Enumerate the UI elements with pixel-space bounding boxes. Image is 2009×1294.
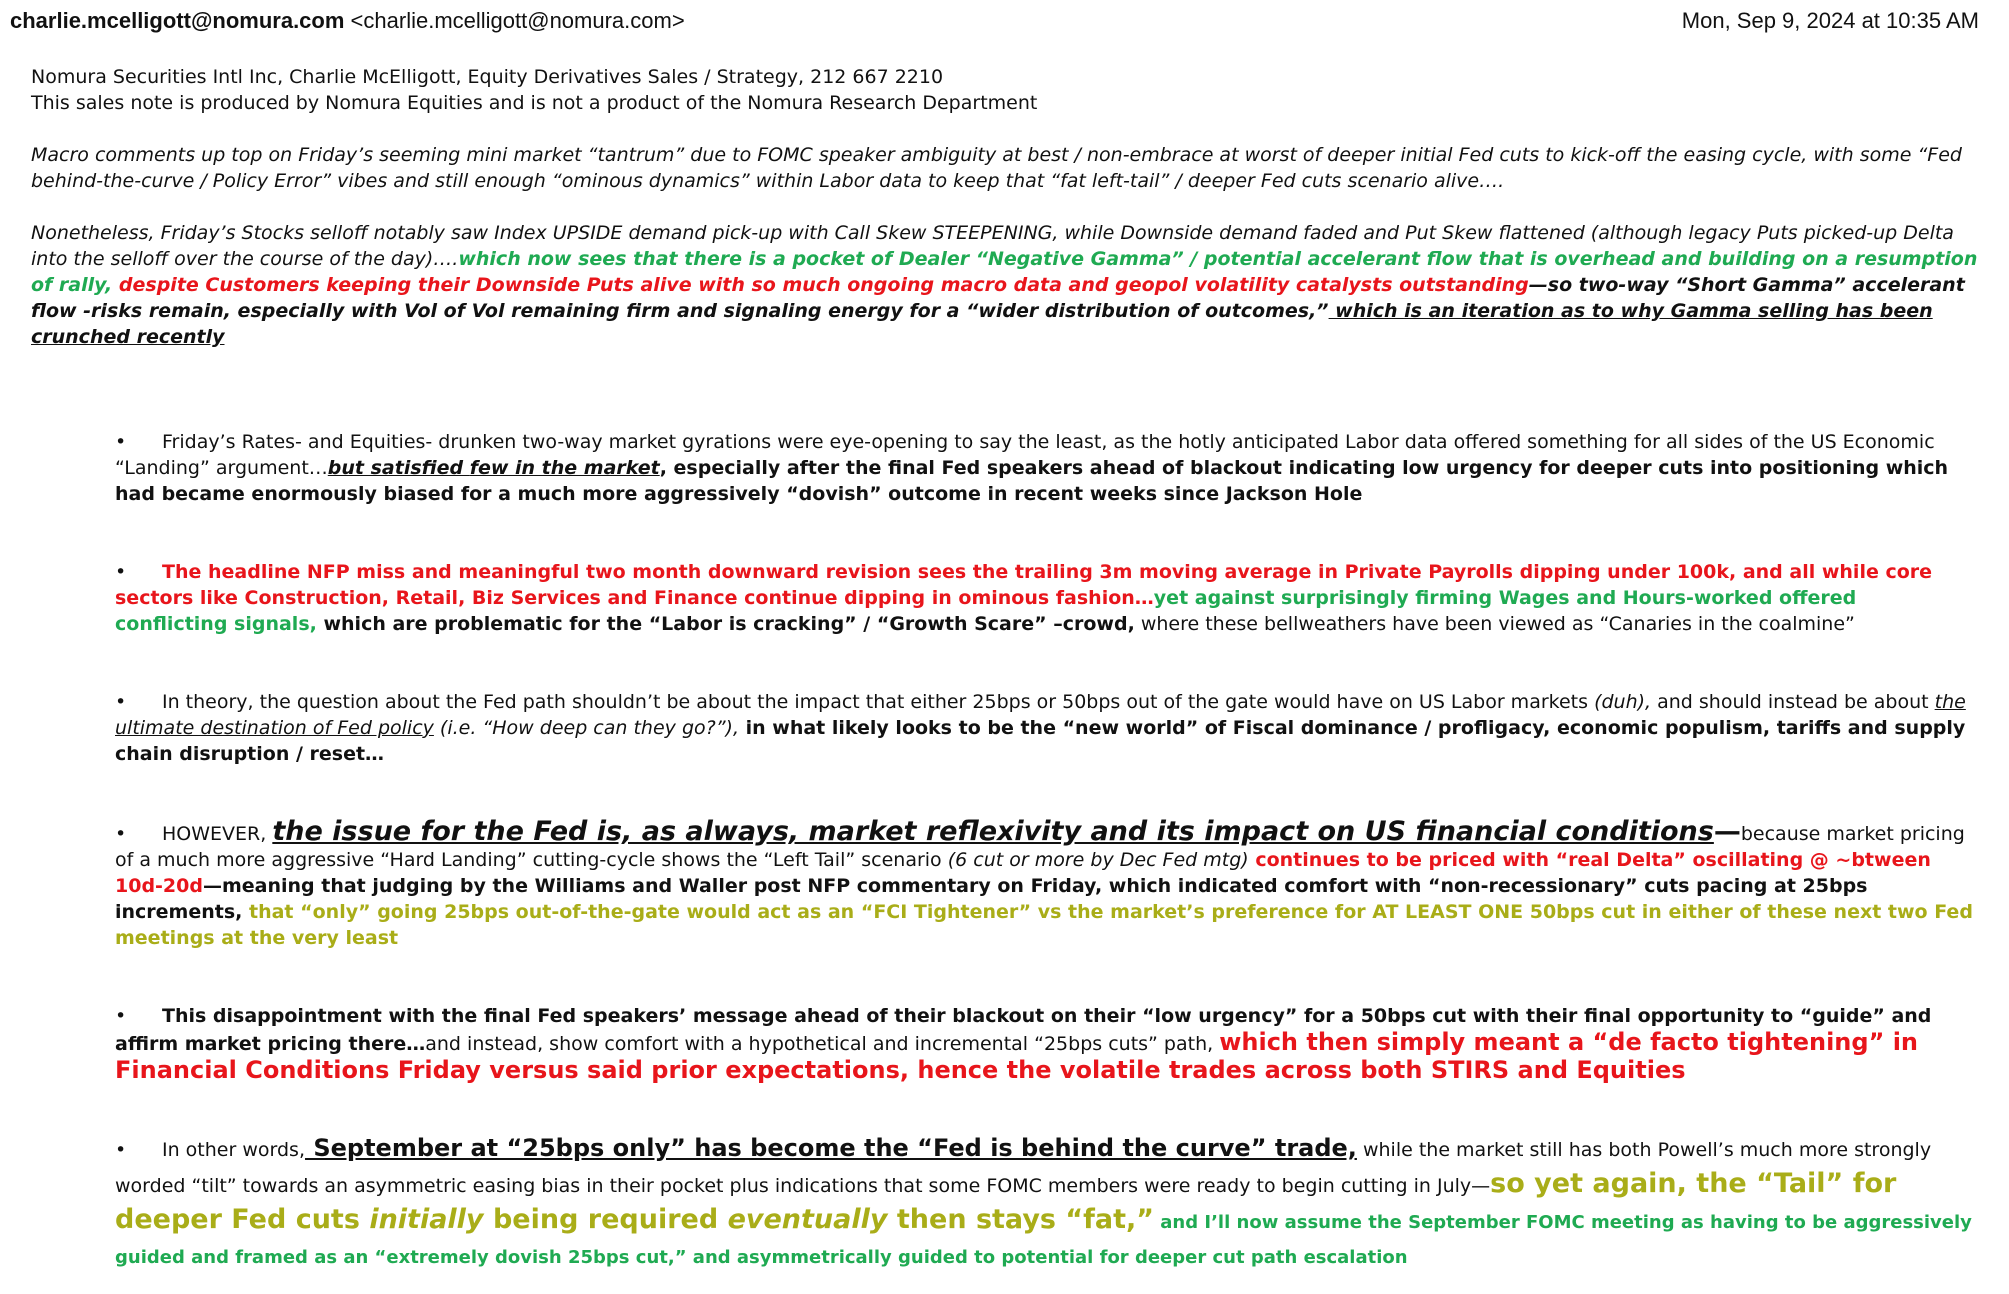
b2-c: which are problematic for the “Labor is cracking” / “Growth Scare” –crowd, <box>316 613 1135 635</box>
nonetheless-paragraph <box>31 220 1981 350</box>
p3-part-c: despite Customers keeping their Downside Puts alive with so much ongoing macro data and geopol volatility catalysts outstanding <box>118 274 1529 296</box>
p3-part-b: which now sees that there is a pocket of Dealer “Negative Gamma” / potential accelerant flow that is overhead and building on a resumption of rally, <box>31 248 1978 296</box>
b4-c: — <box>1713 816 1741 847</box>
b2-d: where these bellweathers have been viewed as “Canaries in the coalmine” <box>1134 613 1855 635</box>
bullet-marker: • <box>115 1139 127 1161</box>
b3-a: In theory, the question about the Fed path shouldn’t be about the impact that either 25bps or 50bps out of the gate would have on US Labor markets <box>162 691 1595 713</box>
b2-a: The headline NFP miss and meaningful two month downward revision sees the trailing 3m moving average in Private Payrolls dipping under 100k, and all while core sectors like Construction, Retail, Biz Services and Finance continue dipping in ominous fashion… <box>115 561 1933 609</box>
bullet-4 <box>115 816 1975 951</box>
p3-part-d: —so two-way “Short Gamma” accelerant flow -risks remain, especially with Vol of Vol remaining firm and signaling energy for a “wider distribution of outcomes,” <box>31 274 1965 322</box>
b6-b: September at “25bps only” has become the “Fed is behind the curve” trade, <box>304 1134 1357 1162</box>
b5-c: which then simply meant a “de facto tightening” in Financial Conditions Friday versus said prior expectations, hence the volatile trades across both STIRS and Equities <box>115 1028 1919 1084</box>
b5-b: and instead, show comfort with a hypothetical and incremental “25bps cuts” path, <box>425 1033 1220 1055</box>
b6-i: and I’ll now assume the September FOMC meeting as having to be aggressively guided and framed as an “extremely dovish 25bps cut,” and asymmetrically guided to potential for deeper cut path escalation <box>115 1212 1972 1268</box>
b6-f: being required <box>483 1204 728 1235</box>
bullet-2 <box>115 559 1975 637</box>
bullet-1 <box>115 429 1975 507</box>
b1-b: but satisfied <box>327 457 470 479</box>
macro-comment: Macro comments up top on Friday’s seeming mini market “tantrum” due to FOMC speaker ambiguity at best / non-embrace at worst of deeper initial Fed cuts to kick-off the easing cycle, with some “Fed behind-the-curve / Policy Error” vibes and still enough “ominous dynamics” within Labor data to keep that “fat left-tail” / deeper Fed cuts scenario alive…. <box>31 144 1962 192</box>
b5-a: This disappointment with the final Fed speakers’ message ahead of their blackout on their “low urgency” for a 50bps cut with their final opportunity to “guide” and affirm market pricing there… <box>115 1005 1932 1055</box>
b6-d: so yet again, the “Tail” for deeper Fed cuts <box>115 1168 1897 1235</box>
b2-b: yet against surprisingly firming Wages and Hours-worked offered conflicting signals, <box>115 587 1857 635</box>
b1-c: few in the market <box>469 457 660 479</box>
b4-f: continues to be priced with “real Delta” oscillating @ ~btween 10d-20d <box>115 849 1931 897</box>
b4-a: HOWEVER, <box>162 823 273 845</box>
b1-a: Friday’s Rates- and Equities- drunken two-way market gyrations were eye-opening to say the least, as the hotly anticipated Labor data offered something for all sides of the US Economic “Landing” argument… <box>115 431 1935 479</box>
b4-g: —meaning that judging by the Williams and Waller post NFP commentary on Friday, which indicated comfort with “non-recessionary” cuts pacing at 25bps increments, <box>115 875 1868 923</box>
bullet-marker: • <box>115 561 127 583</box>
b6-e: initially <box>369 1204 484 1235</box>
b4-e: (6 cut or more by Dec Fed mtg) <box>947 849 1249 871</box>
b3-f: in what likely looks to be the “new world” of Fiscal dominance / profligacy, economic populism, tariffs and supply chain disruption / reset… <box>115 717 1966 765</box>
bullet-3 <box>115 689 1975 767</box>
b3-b: (duh), <box>1594 691 1652 713</box>
bullet-list <box>115 410 1975 1294</box>
b4-b: the issue for the Fed is, as always, market reflexivity and its impact on US financial conditions <box>272 816 1714 847</box>
b3-e: (i.e. “How deep can they go?”), <box>433 717 740 739</box>
email-body <box>31 64 1981 350</box>
sender-signature: Nomura Securities Intl Inc, Charlie McElligott, Equity Derivatives Sales / Strategy, 212 667 2210 <box>31 66 944 88</box>
p3-part-a: Nonetheless, Friday’s Stocks selloff notably saw Index UPSIDE demand pick-up with Call Skew STEEPENING, while Downside demand faded and Put Skew flattened (although legacy Puts picked-up Delta into the selloff over the course of the day)…. <box>31 222 1954 270</box>
b3-d: the ultimate destination of Fed policy <box>115 691 1966 739</box>
b6-c: while the market still has both Powell’s much more strongly worded “tilt” towards an asymmetric easing bias in their pocket plus indications that some FOMC members were ready to begin cutting in July— <box>115 1139 1932 1197</box>
bullet-5 <box>115 1003 1975 1085</box>
bullet-marker: • <box>115 691 127 713</box>
b6-a: In other words, <box>162 1139 305 1161</box>
email-header <box>10 8 1979 38</box>
b1-d: , especially after the final Fed speakers ahead of blackout indicating low urgency for deeper cuts into positioning which had became enormously biased for a much more aggressively “dovish” outcome in recent weeks since Jackson Hole <box>115 457 1949 505</box>
bullet-marker: • <box>115 1005 127 1027</box>
b4-h: that “only” going 25bps out-of-the-gate would act as an “FCI Tightener” vs the market’s preference for AT LEAST ONE 50bps cut in either of these next two Fed meetings at the very least <box>115 901 1973 949</box>
bullet-marker: • <box>115 431 127 453</box>
bullet-6 <box>115 1131 1975 1275</box>
disclaimer: This sales note is produced by Nomura Equities and is not a product of the Nomura Research Department <box>31 92 1038 114</box>
sender-name[interactable]: charlie.mcelligott@nomura.com <box>10 8 345 33</box>
b6-g: eventually <box>727 1204 888 1235</box>
b6-h: then stays “fat,” <box>887 1204 1155 1235</box>
p3-part-e: which is an iteration as to why Gamma selling has been crunched recently <box>31 300 1933 348</box>
sender-email: <charlie.mcelligott@nomura.com> <box>350 8 685 33</box>
b4-d: because market pricing of a much more aggressive “Hard Landing” cutting-cycle shows the “Left Tail” scenario <box>115 823 1965 871</box>
b3-c: and should instead be about <box>1651 691 1935 713</box>
bullet-marker: • <box>115 823 127 845</box>
email-date: Mon, Sep 9, 2024 at 10:35 AM <box>1681 8 1979 33</box>
